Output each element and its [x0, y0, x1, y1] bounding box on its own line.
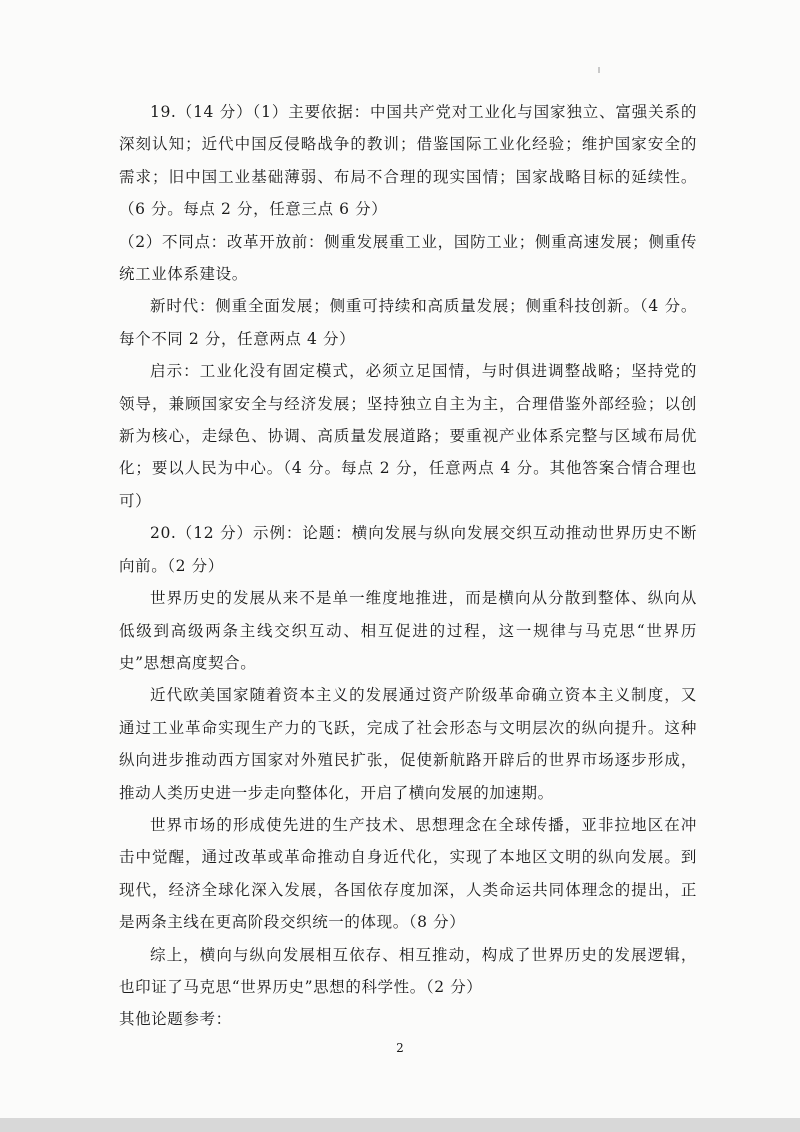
answer-20-conclusion: 综上，横向与纵向发展相互依存、相互推动，构成了世界历史的发展逻辑，也印证了马克思“世界历史”思想的科学性。（2 分） [119, 945, 697, 996]
answer-19-part1: 19.（14 分）（1）主要依据：中国共产党对工业化与国家独立、富强关系的深刻认知；近代中国反侵略战争的教训；借鉴国际工业化经验；维护国家安全的需求；旧中国工业基础薄弱、布局不合理的现实国情；国家战略目标的延续性。（6 分。每点 2 分，任意三点 6 分） [119, 103, 697, 219]
other-topics-heading: 其他论题参考： [119, 1010, 232, 1029]
answer-20-paragraph-3: 世界市场的形成使先进的生产技术、思想理念在全球传播，亚非拉地区在冲击中觉醒，通过改革或革命推动自身近代化，实现了本地区文明的纵向发展。到现代，经济全球化深入发展，各国依存度加深，人类命运共同体理念的提出，正是两条主线在更高阶段交织统一的体现。（8 分） [119, 815, 697, 932]
answer-20-paragraph-1: 世界历史的发展从来不是单一维度地推进，而是横向从分散到整体、纵向从低级到高级两条主线交织互动、相互促进的过程，这一规律与马克思“世界历史”思想高度契合。 [119, 589, 697, 672]
answer-19-new-era: 新时代：侧重全面发展；侧重可持续和高质量发展；侧重科技创新。（4 分。每个不同 2 分，任意两点 4 分） [119, 297, 697, 348]
document-body [119, 96, 697, 1036]
answer-20-paragraph-2: 近代欧美国家随着资本主义的发展通过资产阶级革命确立资本主义制度，又通过工业革命实现生产力的飞跃，完成了社会形态与文明层次的纵向提升。这种纵向进步推动西方国家对外殖民扩张，促使新航路开辟后的世界市场逐步形成，推动人类历史进一步走向整体化，开启了横向发展的加速期。 [119, 686, 697, 802]
answer-19-part2-differences: （2）不同点：改革开放前：侧重发展重工业，国防工业；侧重高速发展；侧重传统工业体系建设。 [119, 232, 697, 284]
answer-19-inspiration: 启示：工业化没有固定模式，必须立足国情，与时俱进调整战略；坚持党的领导，兼顾国家安全与经济发展；坚持独立自主为主，合理借鉴外部经验；以创新为核心，走绿色、协调、高质量发展道路；要重视产业体系完整与区域布局优化；要以人民为中心。（4 分。每点 2 分，任意两点 4 分。其他答案合情合理也可） [119, 362, 697, 510]
scan-mark [598, 67, 600, 73]
answer-20-thesis: 20.（12 分）示例：论题：横向发展与纵向发展交织互动推动世界历史不断向前。（2 分） [119, 524, 697, 575]
page-number: 2 [396, 1041, 404, 1055]
